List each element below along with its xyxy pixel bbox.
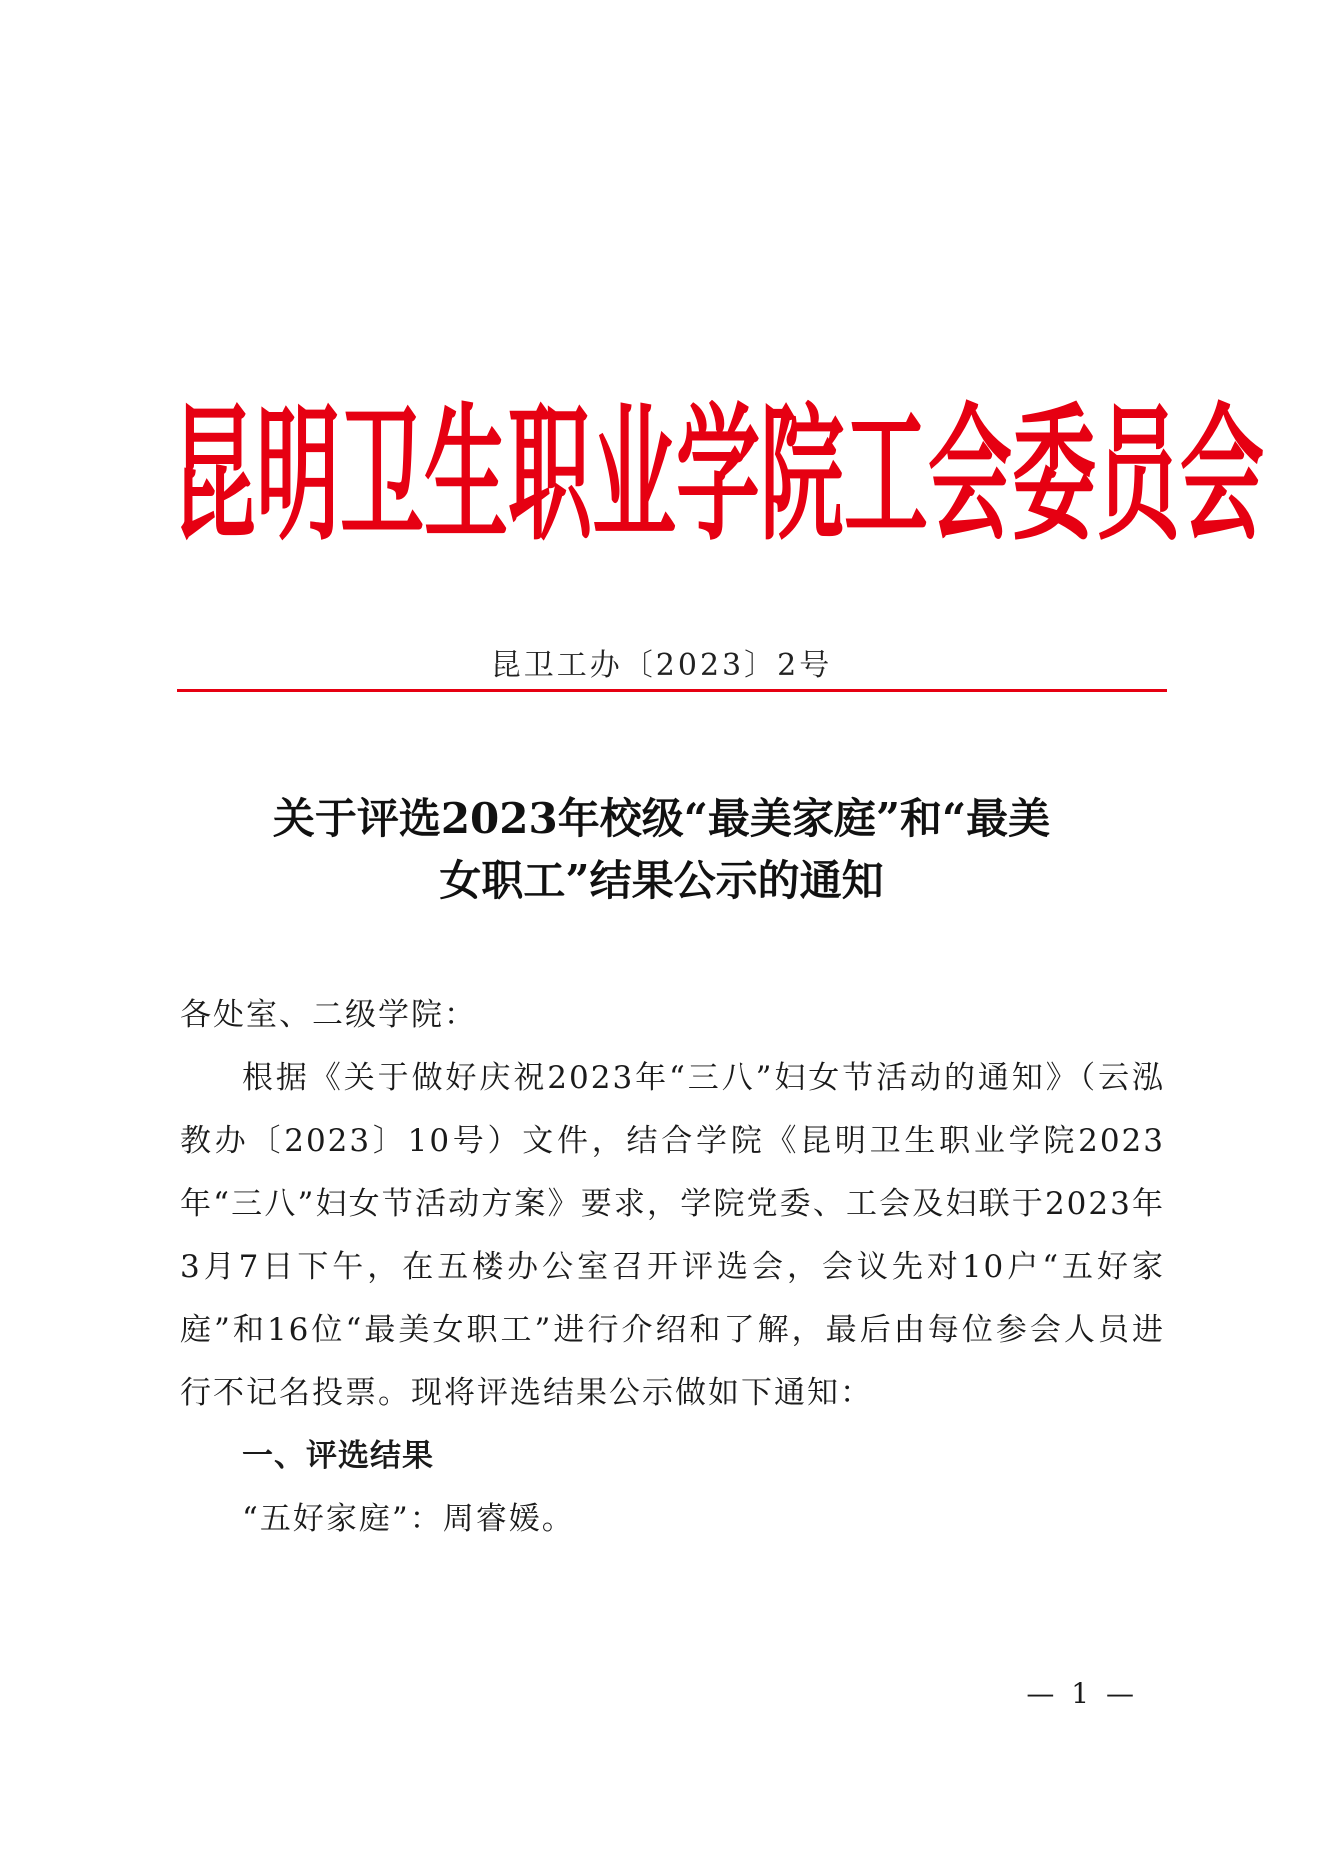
notice-title (140, 788, 1183, 912)
page-number: — 1 — (1026, 1677, 1138, 1710)
document-number: 昆卫工办〔2023〕2号 (490, 648, 833, 683)
notice-title-line-1: 关于评选2023年校级“最美家庭”和“最美 (272, 794, 1051, 843)
notice-body (180, 984, 1165, 1551)
masthead-title: 昆明卫生职业学院工会委员会 (172, 389, 1265, 561)
red-divider-line (177, 689, 1167, 692)
section-heading-1: 一、评选结果 (242, 1438, 434, 1474)
notice-title-line-2: 女职工”结果公示的通知 (439, 856, 884, 905)
body-paragraph-1: 根据《关于做好庆祝2023年“三八”妇女节活动的通知》（云泓教办〔2023〕10号）文件，结合学院《昆明卫生职业学院2023年“三八”妇女节活动方案》要求，学院党委、工会及妇联于2023年3月7日下午，在五楼办公室召开评选会，会议先对10户“五好家庭”和16位“最美女职工”进行介绍和了解，最后由每位参会人员进行不记名投票。现将评选结果公示做如下通知： (180, 1060, 1165, 1411)
result-item-1: “五好家庭”：周睿媛。 (242, 1501, 575, 1537)
salutation: 各处室、二级学院： (180, 997, 477, 1033)
